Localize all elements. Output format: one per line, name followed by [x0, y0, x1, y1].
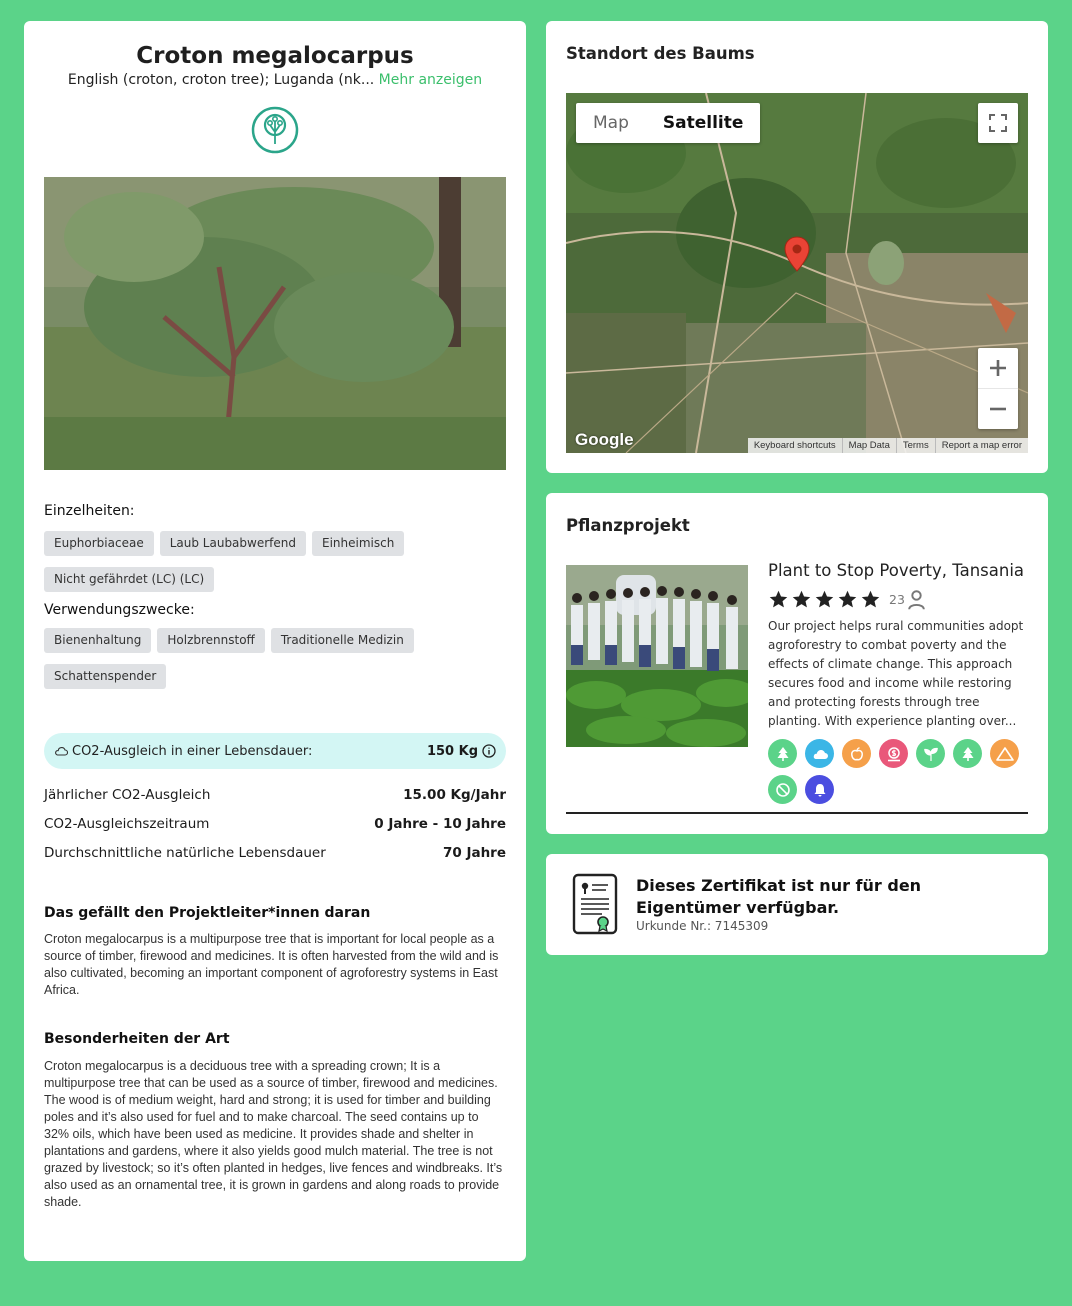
- detail-chip: Nicht gefährdet (LC) (LC): [44, 567, 214, 592]
- detail-chip: Euphorbiaceae: [44, 531, 154, 556]
- location-title: Standort des Baums: [566, 44, 755, 63]
- detail-chip: Einheimisch: [312, 531, 404, 556]
- bell-icon: [805, 775, 834, 804]
- star-icon: [860, 589, 881, 610]
- use-chip: Bienenhaltung: [44, 628, 151, 653]
- detail-chip: Laub Laubabwerfend: [160, 531, 306, 556]
- rating-count: 23: [889, 592, 905, 607]
- stat-label: CO2-Ausgleichszeitraum: [44, 816, 210, 832]
- tree-icon: [953, 739, 982, 768]
- co2-lifetime-value: 150 Kg: [426, 743, 478, 759]
- map-data-link[interactable]: Map Data: [842, 438, 896, 453]
- google-logo: Google: [575, 430, 634, 449]
- mountain-icon: [990, 739, 1019, 768]
- stat-value: 15.00 Kg/Jahr: [403, 787, 506, 803]
- map-footer: [748, 438, 1028, 453]
- stat-label: Durchschnittliche natürliche Lebensdauer: [44, 845, 326, 861]
- satellite-tab[interactable]: Satellite: [662, 113, 744, 133]
- details-label: Einzelheiten:: [44, 503, 135, 519]
- keyboard-shortcuts-link[interactable]: Keyboard shortcuts: [753, 440, 836, 451]
- cloud-icon: [805, 739, 834, 768]
- stat-row: [44, 816, 506, 832]
- cloud-icon: [54, 745, 68, 757]
- stat-value: 70 Jahre: [442, 845, 506, 861]
- plus-icon: [989, 359, 1007, 377]
- stat-label: Jährlicher CO2-Ausgleich: [44, 787, 211, 803]
- co2-lifetime-label: CO2-Ausgleich in einer Lebensdauer:: [72, 743, 313, 759]
- location-pin-icon[interactable]: [784, 236, 810, 272]
- planting-project-card: [546, 493, 1048, 834]
- details-chips: [44, 531, 506, 592]
- certificate-notice: Dieses Zertifikat ist nur für den Eigentümer verfügbar.: [636, 876, 922, 917]
- common-names: [24, 72, 526, 88]
- project-section-title: Pflanzprojekt: [566, 516, 690, 535]
- project-lead-text: Croton megalocarpus is a multipurpose tree that is important for local people as a source of timber, firewood and medicines. It is often harvested from the wild and is also cultivated, becoming an important component of agroforestry systems in East Africa.: [44, 932, 499, 997]
- tree-photo: [44, 177, 506, 470]
- money-icon: [879, 739, 908, 768]
- report-map-error-link[interactable]: Report a map error: [935, 438, 1028, 453]
- divider: [566, 812, 1028, 814]
- satellite-map[interactable]: [566, 93, 1028, 453]
- project-lead-heading: Das gefällt den Projektleiter*innen daran: [44, 905, 371, 921]
- project-description: Our project helps rural communities adopt agroforestry to combat poverty and the effects of climate change. This approach secures food and income while restoring and protecting forests through tree planting. With experience planting over...: [768, 619, 1024, 728]
- apple-icon: [842, 739, 871, 768]
- map-tab[interactable]: Map: [593, 113, 629, 133]
- satellite-imagery: [566, 93, 1028, 453]
- sprout-icon: [916, 739, 945, 768]
- info-icon[interactable]: [482, 744, 496, 758]
- map-type-toggle: [576, 103, 760, 143]
- location-card: [546, 21, 1048, 473]
- fullscreen-icon: [989, 114, 1007, 132]
- user-icon: [906, 589, 927, 610]
- project-goal-icons: [768, 739, 1030, 804]
- stat-row: [44, 787, 506, 803]
- species-name: Croton megalocarpus: [136, 43, 414, 69]
- terms-link[interactable]: Terms: [896, 438, 935, 453]
- show-more-link[interactable]: Mehr anzeigen: [378, 72, 483, 88]
- zoom-out-button[interactable]: [978, 389, 1018, 429]
- stat-row: [44, 845, 506, 861]
- certificate-card: [546, 854, 1048, 955]
- star-icon: [837, 589, 858, 610]
- uses-chips: [44, 628, 506, 689]
- use-chip: Traditionelle Medizin: [271, 628, 414, 653]
- project-photo[interactable]: [566, 565, 748, 747]
- zoom-control: [978, 348, 1018, 429]
- star-icon: [814, 589, 835, 610]
- stat-value: 0 Jahre - 10 Jahre: [374, 816, 506, 832]
- minus-icon: [989, 400, 1007, 418]
- project-rating: [768, 589, 927, 610]
- co2-lifetime-pill: [44, 733, 506, 769]
- star-icon: [791, 589, 812, 610]
- project-name[interactable]: Plant to Stop Poverty, Tansania: [768, 561, 1025, 580]
- fullscreen-button[interactable]: [978, 103, 1018, 143]
- species-features-heading: Besonderheiten der Art: [44, 1031, 230, 1047]
- star-icon: [768, 589, 789, 610]
- use-chip: Schattenspender: [44, 664, 166, 689]
- uses-label: Verwendungszwecke:: [44, 602, 195, 618]
- species-features-text: Croton megalocarpus is a deciduous tree with a spreading crown; It is a multipurpose tree that can be used as a source of timber, firewood and medicines. The wood is of medium weight, hard and strong; it is used for timber and building poles and it’s also used for fuel and to make charcoal. The seed contains up to 32% oils, which have been used as medicine. It provides shade and shelter in plantations and gardens, where it also yields good mulch material. The tree is not grazed by livestock; so it’s often planted in hedges, live fences and windbreaks. It’s also used as an ornamental tree, it is grown in gardens and along roads to provide shade.: [44, 1059, 503, 1209]
- certificate-number: Urkunde Nr.: 7145309: [636, 919, 769, 933]
- certificate-icon: [572, 873, 618, 935]
- tree-logo-icon: [251, 106, 299, 154]
- tree-icon: [768, 739, 797, 768]
- species-card: [24, 21, 526, 1261]
- common-names-text: English (croton, croton tree); Luganda (nk...: [67, 72, 375, 88]
- zoom-in-button[interactable]: [978, 349, 1018, 389]
- ban-icon: [768, 775, 797, 804]
- use-chip: Holzbrennstoff: [157, 628, 264, 653]
